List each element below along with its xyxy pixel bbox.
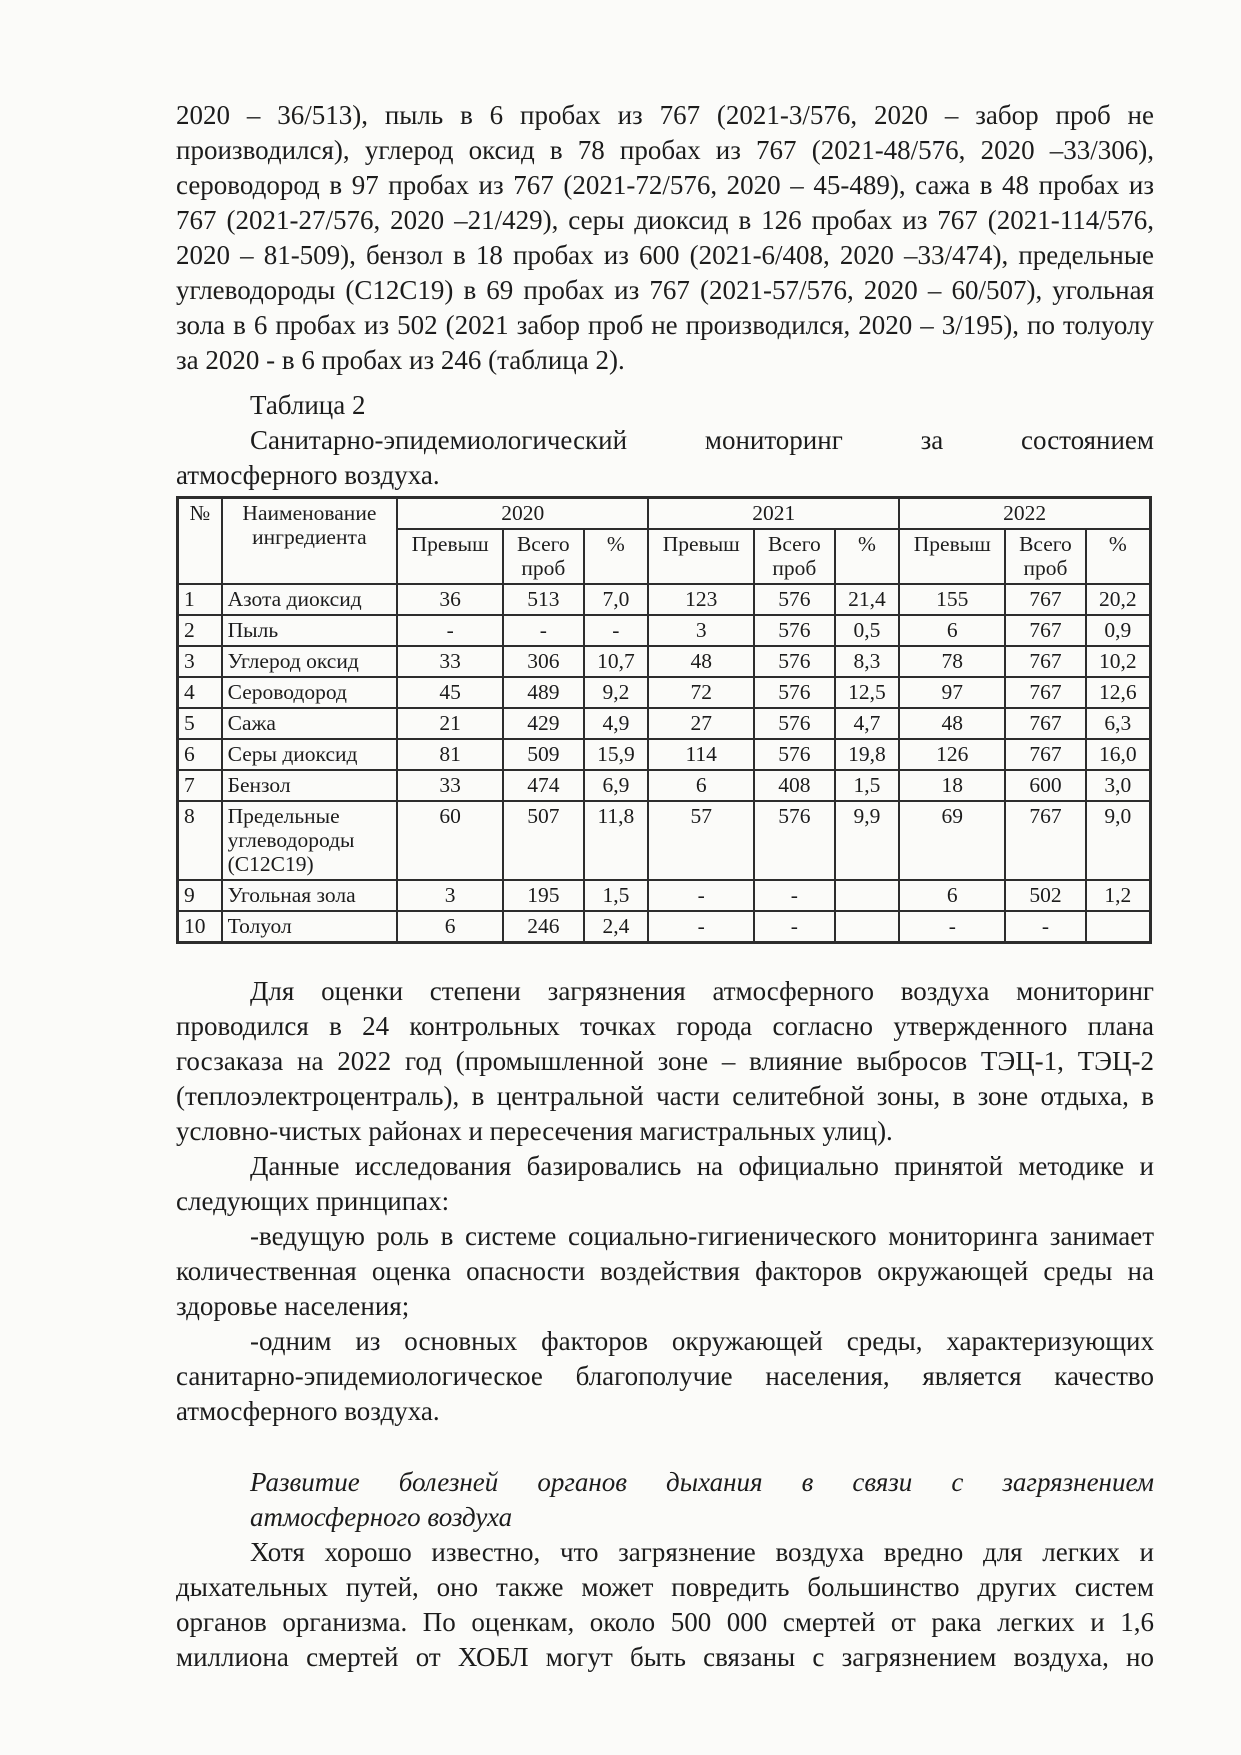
ingredient-name-cell: Сероводород [222, 677, 398, 708]
subheader-percent-2020: % [584, 529, 649, 584]
value-cell: 10,2 [1086, 646, 1151, 677]
table-caption [176, 423, 1154, 493]
value-cell: 3,0 [1086, 770, 1151, 801]
table-row [178, 770, 1151, 801]
value-cell: 195 [503, 880, 583, 911]
value-cell: 408 [754, 770, 834, 801]
value-cell: 33 [397, 770, 503, 801]
table-row [178, 708, 1151, 739]
row-number-cell: 2 [178, 615, 222, 646]
table-row [178, 615, 1151, 646]
subheader-total-2022: Всего проб [1005, 529, 1085, 584]
value-cell: 3 [397, 880, 503, 911]
ingredient-name-cell: Азота диоксид [222, 584, 398, 615]
value-cell: 11,8 [584, 801, 649, 880]
value-cell: 69 [899, 801, 1005, 880]
section-heading-line2: атмосферного воздуха [250, 1502, 513, 1532]
ingredient-name-cell: Толуол [222, 911, 398, 943]
value-cell: 9,2 [584, 677, 649, 708]
value-cell: 123 [648, 584, 754, 615]
value-cell: 429 [503, 708, 583, 739]
row-number-cell: 6 [178, 739, 222, 770]
value-cell: 1,5 [584, 880, 649, 911]
value-cell: 9,0 [1086, 801, 1151, 880]
value-cell: 576 [754, 708, 834, 739]
value-cell: 114 [648, 739, 754, 770]
value-cell: 576 [754, 739, 834, 770]
value-cell: - [754, 911, 834, 943]
value-cell: 2,4 [584, 911, 649, 943]
value-cell: 576 [754, 584, 834, 615]
value-cell: 6 [899, 615, 1005, 646]
value-cell: 306 [503, 646, 583, 677]
table-caption-line2: атмосферного воздуха. [176, 460, 440, 490]
value-cell: 4,9 [584, 708, 649, 739]
value-cell: 21,4 [835, 584, 900, 615]
table-body [178, 584, 1151, 943]
value-cell: 6 [899, 880, 1005, 911]
value-cell: 48 [899, 708, 1005, 739]
table-label: Таблица 2 [250, 390, 366, 420]
value-cell: 19,8 [835, 739, 900, 770]
ingredient-name-cell: Угольная зола [222, 880, 398, 911]
table-row [178, 677, 1151, 708]
section-heading [176, 1465, 1154, 1535]
value-cell: 48 [648, 646, 754, 677]
subheader-exceeded-2020: Превыш [397, 529, 503, 584]
ingredient-name-cell: Серы диоксид [222, 739, 398, 770]
subheader-total-2020: Всего проб [503, 529, 583, 584]
table-row [178, 801, 1151, 880]
value-cell: 474 [503, 770, 583, 801]
value-cell: 6 [648, 770, 754, 801]
value-cell: 6 [397, 911, 503, 943]
value-cell: - [584, 615, 649, 646]
row-number-cell: 8 [178, 801, 222, 880]
value-cell: 3 [648, 615, 754, 646]
ingredient-name-cell: Пыль [222, 615, 398, 646]
value-cell: 1,2 [1086, 880, 1151, 911]
value-cell: 513 [503, 584, 583, 615]
value-cell: 509 [503, 739, 583, 770]
table-row [178, 584, 1151, 615]
value-cell: 0,9 [1086, 615, 1151, 646]
row-number-cell: 3 [178, 646, 222, 677]
value-cell: 767 [1005, 801, 1085, 880]
subheader-exceeded-2021: Превыш [648, 529, 754, 584]
value-cell: 767 [1005, 646, 1085, 677]
value-cell: 21 [397, 708, 503, 739]
ingredient-name-cell: Углерод оксид [222, 646, 398, 677]
subheader-total-2021: Всего проб [754, 529, 834, 584]
value-cell: 33 [397, 646, 503, 677]
value-cell: - [648, 880, 754, 911]
value-cell [835, 911, 900, 943]
value-cell: 502 [1005, 880, 1085, 911]
value-cell: 1,5 [835, 770, 900, 801]
col-header-year-2022: 2022 [899, 498, 1150, 530]
subheader-percent-2021: % [835, 529, 900, 584]
col-header-number: № [178, 498, 222, 585]
table-row [178, 739, 1151, 770]
value-cell: 576 [754, 801, 834, 880]
subheader-exceeded-2022: Превыш [899, 529, 1005, 584]
value-cell: 20,2 [1086, 584, 1151, 615]
value-cell: 45 [397, 677, 503, 708]
value-cell: 18 [899, 770, 1005, 801]
paragraph-methodology: Данные исследования базировались на официально принятой методике и следующих принципах: [176, 1151, 1154, 1216]
value-cell: 16,0 [1086, 739, 1151, 770]
value-cell: - [397, 615, 503, 646]
value-cell: - [648, 911, 754, 943]
row-number-cell: 5 [178, 708, 222, 739]
col-header-year-2021: 2021 [648, 498, 899, 530]
value-cell: 767 [1005, 739, 1085, 770]
value-cell: 767 [1005, 615, 1085, 646]
row-number-cell: 9 [178, 880, 222, 911]
value-cell: 6,3 [1086, 708, 1151, 739]
value-cell: 97 [899, 677, 1005, 708]
value-cell: 576 [754, 646, 834, 677]
value-cell: 126 [899, 739, 1005, 770]
ingredient-name-cell: Сажа [222, 708, 398, 739]
value-cell: 12,5 [835, 677, 900, 708]
table-row [178, 880, 1151, 911]
ingredient-name-cell: Предельные углеводороды (С12С19) [222, 801, 398, 880]
value-cell: - [1005, 911, 1085, 943]
value-cell: 12,6 [1086, 677, 1151, 708]
paragraph-principle-2: -одним из основных факторов окружающей среды, характеризующих санитарно-эпидемиологическое благополучие населения, является качество атмосферного воздуха. [176, 1326, 1154, 1426]
value-cell: 81 [397, 739, 503, 770]
value-cell [835, 880, 900, 911]
value-cell: 767 [1005, 708, 1085, 739]
value-cell: 576 [754, 615, 834, 646]
value-cell: 60 [397, 801, 503, 880]
value-cell: 27 [648, 708, 754, 739]
value-cell: 36 [397, 584, 503, 615]
col-header-ingredient: Наименование ингредиента [222, 498, 398, 585]
value-cell: 72 [648, 677, 754, 708]
table-header-row-years [178, 498, 1151, 530]
table-row [178, 646, 1151, 677]
col-header-year-2020: 2020 [397, 498, 648, 530]
paragraph-principle-1: -ведущую роль в системе социально-гигиенического мониторинга занимает количественная оценка опасности воздействия факторов окружающей среды на здоровье населения; [176, 1221, 1154, 1321]
table-row [178, 911, 1151, 943]
value-cell: 15,9 [584, 739, 649, 770]
value-cell: 7,0 [584, 584, 649, 615]
row-number-cell: 4 [178, 677, 222, 708]
paragraph-respiratory: Хотя хорошо известно, что загрязнение воздуха вредно для легких и дыхательных путей, оно также может повредить большинство других систем органов организма. По оценкам, около 500 000 смертей от рака легких и 1,6 миллиона смертей от ХОБЛ могут быть связаны с загрязнением воздуха, но [176, 1537, 1154, 1672]
table-caption-line1: Санитарно-эпидемиологический мониторинг за состоянием [250, 425, 1154, 455]
value-cell: - [899, 911, 1005, 943]
value-cell: 507 [503, 801, 583, 880]
value-cell: 8,3 [835, 646, 900, 677]
value-cell: 246 [503, 911, 583, 943]
page-content [176, 98, 1154, 1675]
monitoring-table [176, 496, 1152, 944]
value-cell: - [503, 615, 583, 646]
ingredient-name-cell: Бензол [222, 770, 398, 801]
section-heading-line1: Развитие болезней органов дыхания в связи с загрязнением [250, 1467, 1154, 1497]
value-cell: 9,9 [835, 801, 900, 880]
paragraph-monitoring-points: Для оценки степени загрязнения атмосферного воздуха мониторинг проводился в 24 контрольных точках города согласно утвержденного плана госзаказа на 2022 год (промышленной зоне – влияние выбросов ТЭЦ-1, ТЭЦ-2 (теплоэлектроцентраль), в центральной части селитебной зоны, в зоне отдыха, в условно-чистых районах и пересечения магистральных улиц). [176, 976, 1154, 1146]
value-cell: 78 [899, 646, 1005, 677]
value-cell: - [754, 880, 834, 911]
value-cell: 489 [503, 677, 583, 708]
value-cell: 6,9 [584, 770, 649, 801]
value-cell: 0,5 [835, 615, 900, 646]
paragraph-continuation: 2020 – 36/513), пыль в 6 пробах из 767 (2021-3/576, 2020 – забор проб не производился), углерод оксид в 78 пробах из 767 (2021-48/576, 2020 –33/306), сероводород в 97 пробах из 767 (2021-72/576, 2020 – 45-489), сажа в 48 пробах из 767 (2021-27/576, 2020 –21/429), серы диоксид в 126 пробах из 767 (2021-114/576, 2020 – 81-509), бензол в 18 пробах из 600 (2021-6/408, 2020 –33/474), предельные углеводороды (С12С19) в 69 пробах из 767 (2021-57/576, 2020 – 60/507), угольная зола в 6 пробах из 502 (2021 забор проб не производился, 2020 – 3/195), по толуолу за 2020 - в 6 пробах из 246 (таблица 2). [176, 100, 1154, 375]
row-number-cell: 10 [178, 911, 222, 943]
value-cell: 600 [1005, 770, 1085, 801]
value-cell: 576 [754, 677, 834, 708]
value-cell: 767 [1005, 677, 1085, 708]
value-cell: 4,7 [835, 708, 900, 739]
value-cell [1086, 911, 1151, 943]
row-number-cell: 1 [178, 584, 222, 615]
value-cell: 57 [648, 801, 754, 880]
subheader-percent-2022: % [1086, 529, 1151, 584]
value-cell: 155 [899, 584, 1005, 615]
row-number-cell: 7 [178, 770, 222, 801]
value-cell: 767 [1005, 584, 1085, 615]
value-cell: 10,7 [584, 646, 649, 677]
